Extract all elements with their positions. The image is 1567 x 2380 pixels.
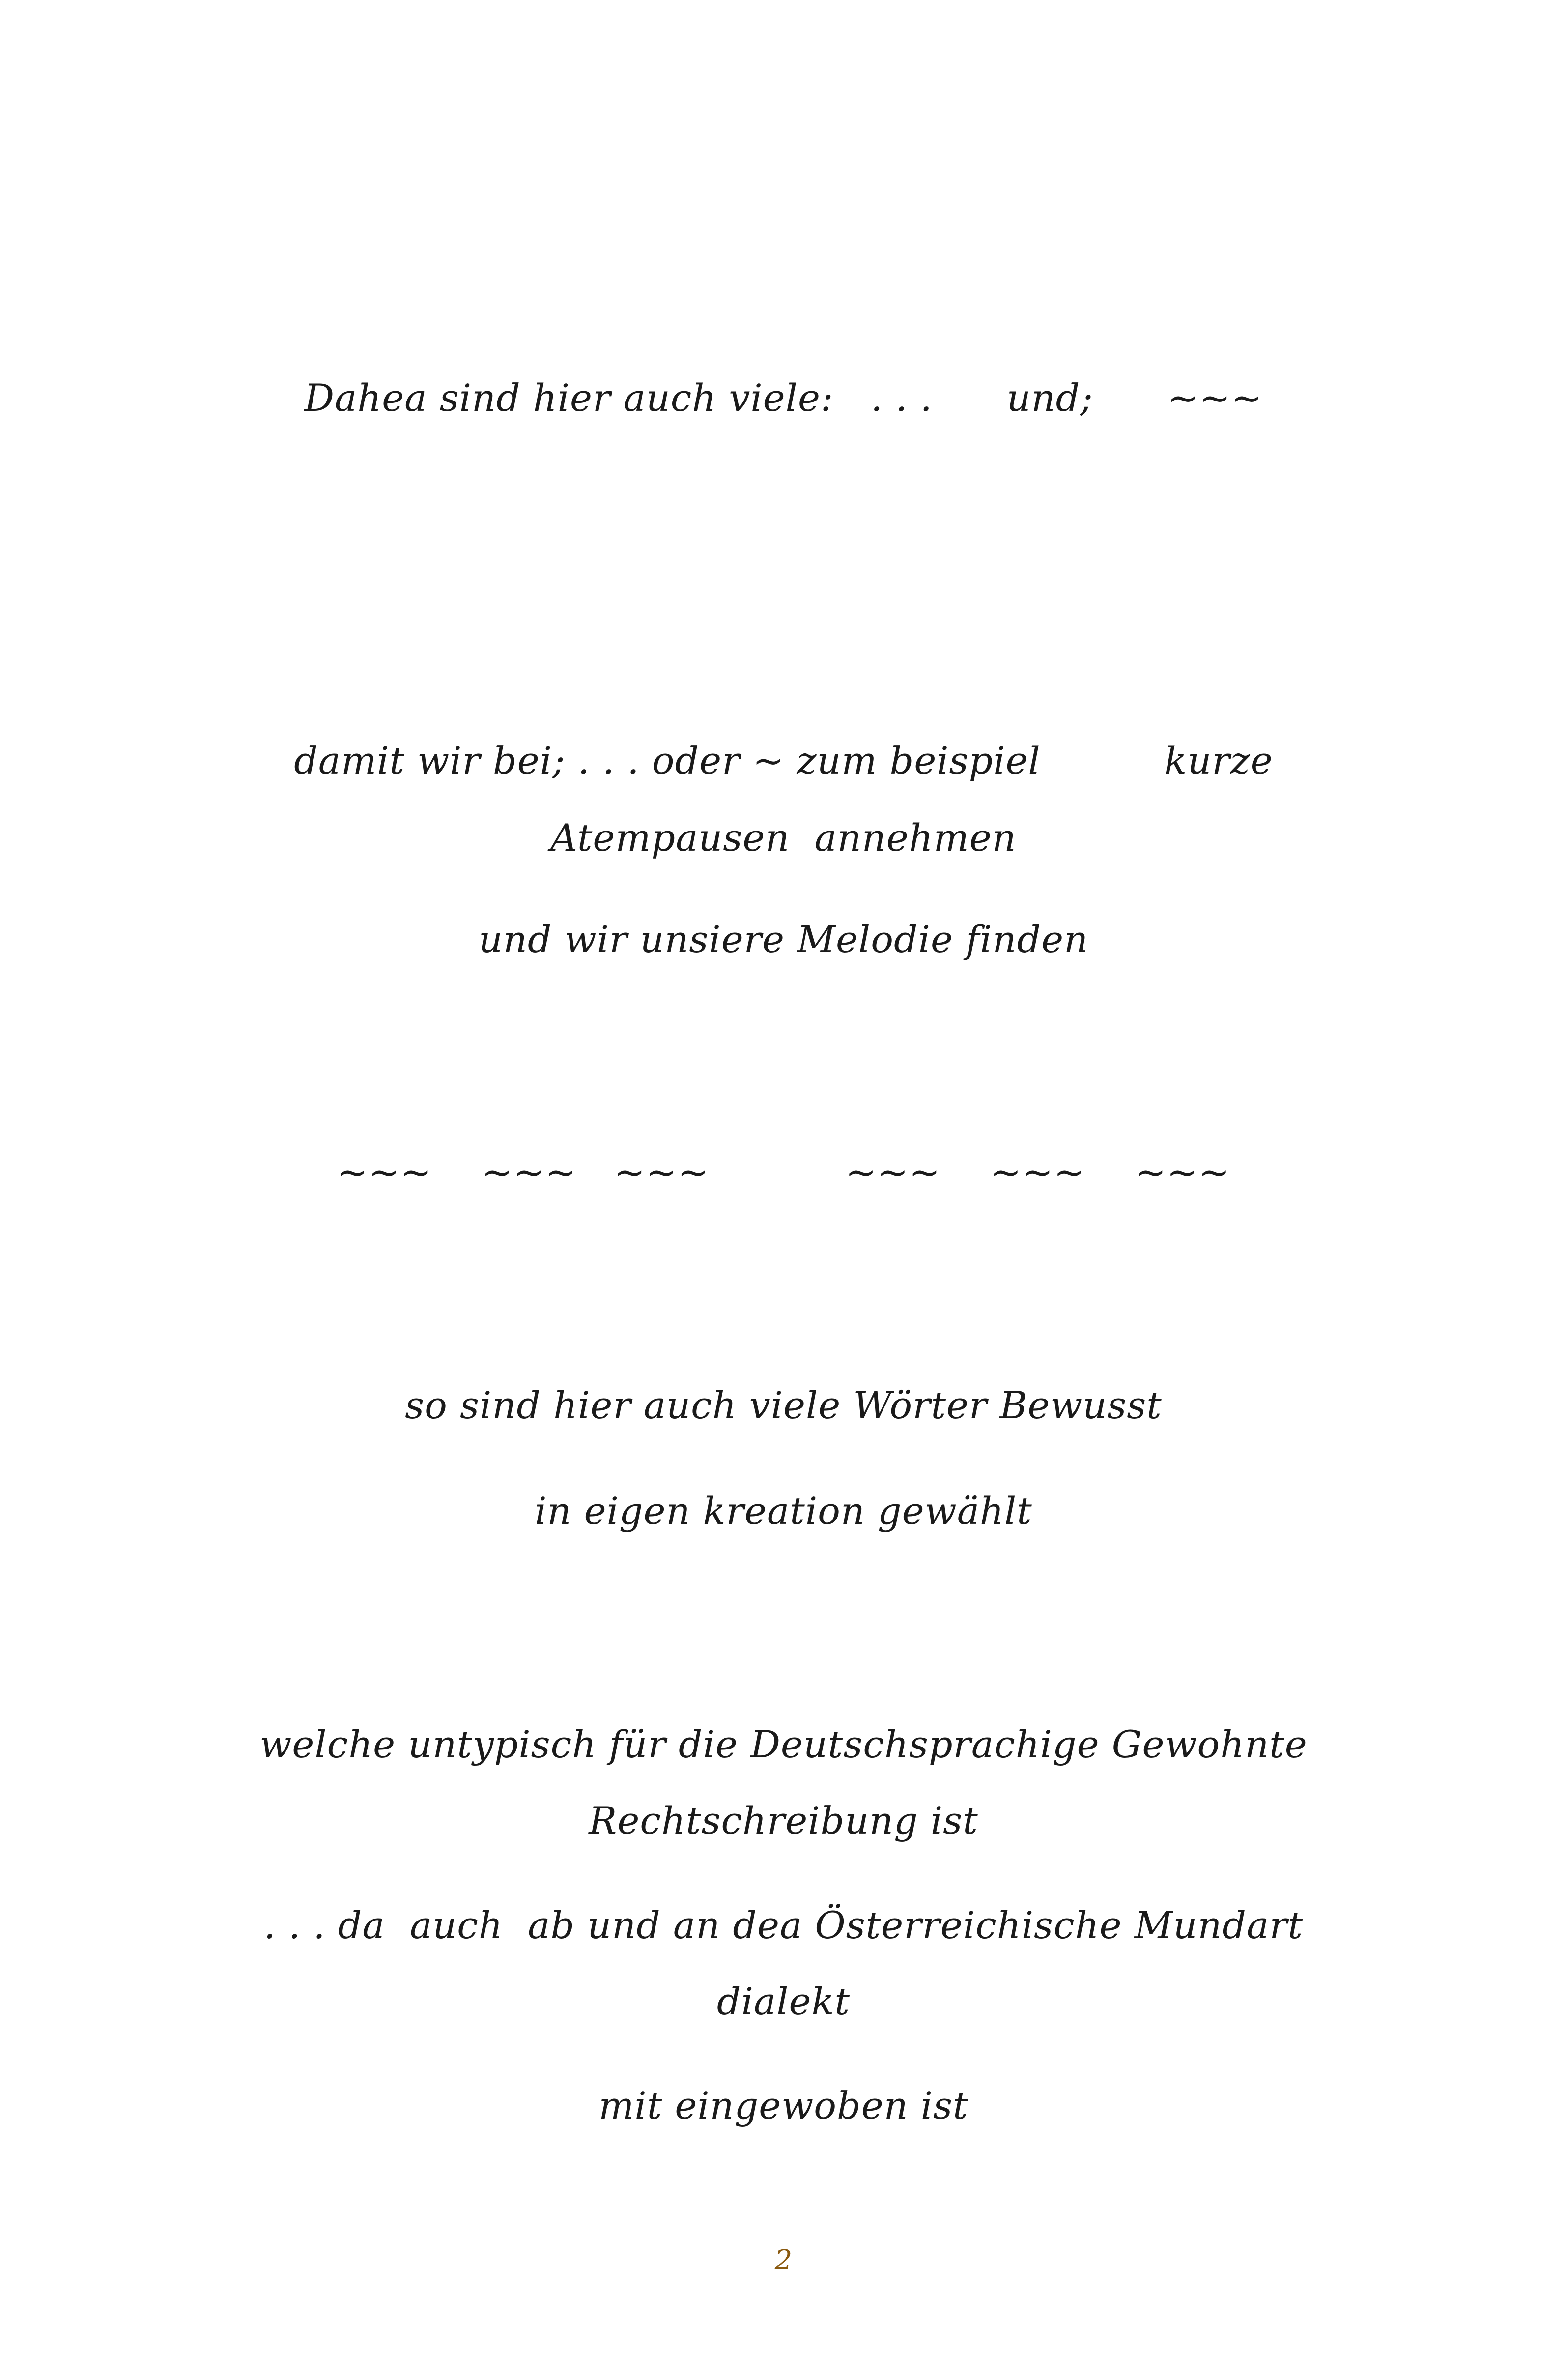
- text-line-3: Atempausen annehmen: [550, 816, 1017, 860]
- text-line-11: dialekt: [716, 1979, 851, 2023]
- text-line-12: mit eingewoben ist: [598, 2084, 969, 2127]
- text-line-10: . . . da auch ab und an dea Österreichische Mundart: [263, 1903, 1304, 1947]
- text-line-8: welche untypisch für die Deutschsprachige Gewohnte: [259, 1722, 1308, 1766]
- text-line-4: und wir unsiere Melodie finden: [478, 918, 1089, 961]
- text-line-7: in eigen kreation gewählt: [535, 1489, 1032, 1533]
- text-line-2: damit wir bei; . . . oder ~ zum beispiel kurze: [294, 739, 1273, 782]
- text-line-6: so sind hier auch viele Wörter Bewusst: [405, 1383, 1162, 1427]
- tilde-separator-line: ~~~ ~~~ ~~~ ~~~ ~~~ ~~~: [337, 1150, 1230, 1194]
- text-line-1: Dahea sind hier auch viele: . . . und; ~~~: [304, 376, 1263, 420]
- page-number: 2: [774, 2244, 793, 2276]
- text-line-9: Rechtschreibung ist: [589, 1799, 978, 1842]
